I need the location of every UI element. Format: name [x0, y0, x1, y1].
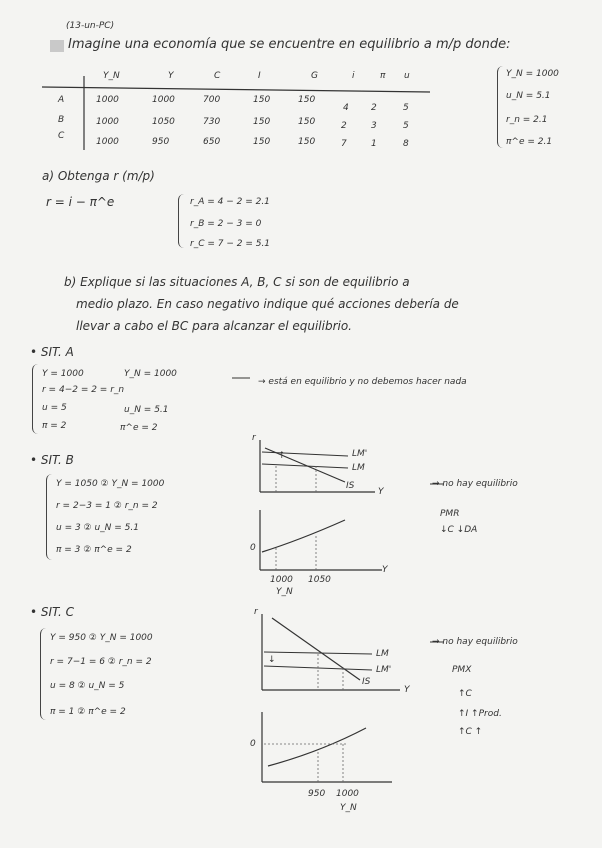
cell: 2 [371, 103, 377, 113]
cell: 150 [253, 95, 271, 105]
given-pie: π^e = 2.1 [506, 137, 553, 147]
sit-c-action2: ↑C [458, 689, 472, 699]
cell: 4 [343, 103, 349, 113]
sit-c-line3: u = 8 ② u_N = 5 [50, 681, 125, 691]
part-b-line3: llevar a cabo el BC para alcanzar el equilibrio. [76, 319, 352, 333]
sit-b-action2: ↓C ↓DA [440, 525, 478, 535]
sit-b-line1: Y = 1050 ② Y_N = 1000 [56, 479, 165, 489]
given-yn: Y_N = 1000 [506, 69, 559, 79]
sit-c-label-x2: 1000 [336, 789, 359, 799]
cell: 150 [298, 95, 316, 105]
sit-a-note: → está en equilibrio y no debemos hacer nada [258, 377, 467, 387]
sit-a-right3: u_N = 5.1 [124, 405, 169, 415]
given-rn: r_n = 2.1 [506, 115, 548, 125]
col-header-pi: π [380, 71, 386, 81]
sit-a-title: • SIT. A [30, 345, 74, 359]
sit-a-line1: Y = 1000 [42, 369, 84, 379]
cell: 150 [253, 137, 271, 147]
sit-c-arrow-down: ↓ [268, 655, 276, 665]
sit-b-label-zero: 0 [250, 543, 256, 553]
sit-b-label-x1: 1000 [270, 575, 293, 585]
sit-c-label-is: IS [362, 677, 371, 687]
sit-c-action1: PMX [452, 665, 472, 675]
sit-c-note: → no hay equilibrio [432, 637, 518, 647]
sit-a-line2: r = 4−2 = 2 = r_n [42, 385, 125, 395]
supply-curve [268, 728, 366, 766]
sit-b-action1: PMR [440, 509, 460, 519]
cell: 3 [371, 121, 377, 131]
sit-c-phillips-graph [262, 712, 392, 782]
sit-c-title: • SIT. C [30, 605, 74, 619]
cell: 5 [403, 121, 409, 131]
part-b-line1: b) Explique si las situaciones A, B, C si son de equilibrio a [64, 275, 410, 289]
sit-b-title: • SIT. B [30, 453, 74, 467]
sit-c-line2: r = 7−1 = 6 ② r_n = 2 [50, 657, 152, 667]
sit-b-line2: r = 2−3 = 1 ② r_n = 2 [56, 501, 158, 511]
sit-b-line3: u = 3 ② u_N = 5.1 [56, 523, 139, 533]
sit-c-action4: ↑C ↑ [458, 727, 483, 737]
sit-b-label-is: IS [346, 481, 355, 491]
sit-b-line4: π = 3 ② π^e = 2 [56, 545, 132, 555]
sit-a-right1: Y_N = 1000 [124, 369, 177, 379]
part-a-formula: r = i − π^e [46, 195, 115, 209]
sit-c-label-lm: LM [376, 649, 389, 659]
cell: 1 [371, 139, 377, 149]
cell: 730 [203, 117, 221, 127]
row-label-b: B [58, 115, 65, 125]
sit-c-line1: Y = 950 ② Y_N = 1000 [50, 633, 153, 643]
part-b-line2: medio plazo. En caso negativo indique qué acciones debería de [76, 297, 459, 311]
sit-b-phillips-graph [260, 510, 382, 570]
col-header-g: G [311, 71, 318, 81]
is-curve [272, 618, 360, 680]
col-header-y: Y [168, 71, 174, 81]
table-header-rule [42, 87, 430, 92]
sit-c-label-lm1: LM' [376, 665, 392, 675]
part-a-title: a) Obtenga r (m/p) [42, 169, 155, 183]
sit-b-arrow-up: ↑ [278, 451, 286, 461]
cell: 1000 [152, 95, 175, 105]
cell: 1000 [96, 137, 119, 147]
sit-c-action3: ↑I ↑Prod. [458, 709, 502, 719]
sit-b-label-x2: 1050 [308, 575, 331, 585]
sit-b-label-r: r [252, 433, 256, 443]
col-header-u: u [404, 71, 410, 81]
sit-b-label-lm1: LM' [352, 449, 368, 459]
cell: 950 [152, 137, 170, 147]
sit-a-line4: π = 2 [42, 421, 67, 431]
row-label-c: C [58, 131, 65, 141]
lm1-line [262, 452, 348, 456]
sit-b-label-yn: Y_N [276, 587, 293, 597]
sit-c-label-r: r [254, 607, 258, 617]
sit-b-note: → no hay equilibrio [432, 479, 518, 489]
given-un: u_N = 5.1 [506, 91, 551, 101]
col-header-c: C [214, 71, 221, 81]
cell: 1000 [96, 95, 119, 105]
col-header-ii: i [352, 71, 355, 81]
result-rb: r_B = 2 − 3 = 0 [190, 219, 262, 229]
cell: 150 [298, 117, 316, 127]
exercise-ref: (13-un-PC) [66, 21, 115, 31]
result-rc: r_C = 7 − 2 = 5.1 [190, 239, 271, 249]
cell: 2 [341, 121, 347, 131]
cell: 700 [203, 95, 221, 105]
lm-line [264, 652, 372, 654]
intro-text: Imagine una economía que se encuentre en equilibrio a m/p donde: [68, 37, 511, 52]
sit-b-label-y: Y [378, 487, 384, 497]
cell: 650 [203, 137, 221, 147]
result-ra: r_A = 4 − 2 = 2.1 [190, 197, 270, 207]
cell: 8 [403, 139, 409, 149]
sit-b-label-lm: LM [352, 463, 365, 473]
sit-c-label-zero: 0 [250, 739, 256, 749]
cell: 7 [341, 139, 347, 149]
cell: 5 [403, 103, 409, 113]
sit-c-label-yn: Y_N [340, 803, 357, 813]
cell: 1000 [96, 117, 119, 127]
sit-c-label-x1: 950 [308, 789, 326, 799]
supply-curve [262, 520, 345, 552]
col-header-i: I [258, 71, 261, 81]
sit-a-line3: u = 5 [42, 403, 67, 413]
cell: 1050 [152, 117, 175, 127]
sit-c-line4: π = 1 ② π^e = 2 [50, 707, 126, 717]
cell: 150 [253, 117, 271, 127]
sit-a-right4: π^e = 2 [120, 423, 158, 433]
cell: 150 [298, 137, 316, 147]
row-label-a: A [58, 95, 65, 105]
col-header-yn: Y_N [103, 71, 120, 81]
sit-c-label-y: Y [404, 685, 410, 695]
sit-b-label-y2: Y [382, 565, 388, 575]
